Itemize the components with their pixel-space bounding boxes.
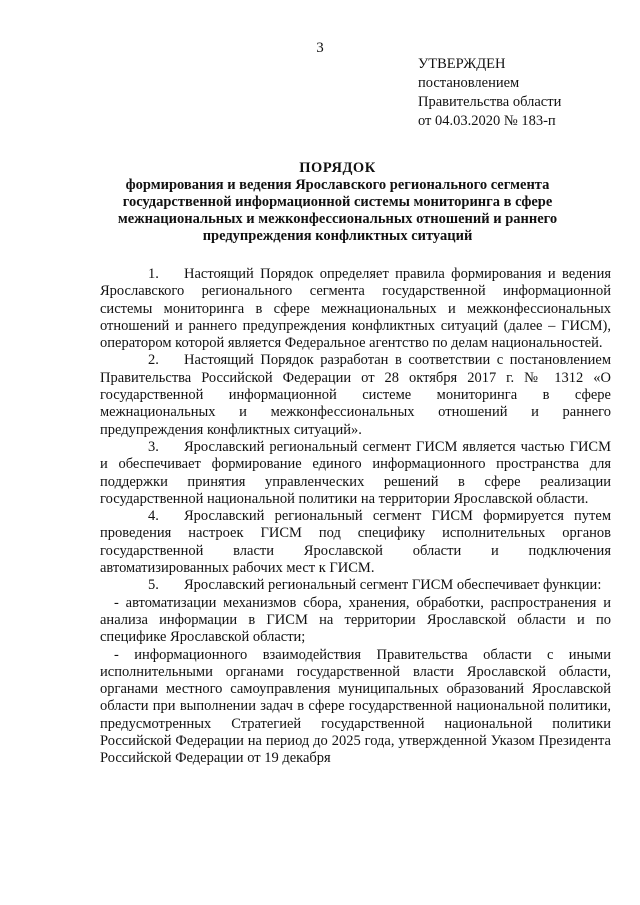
approval-line-1: УТВЕРЖДЕН — [418, 56, 506, 72]
paragraph-number: 4. — [148, 508, 159, 525]
approval-line-2: постановлением — [418, 75, 520, 91]
paragraph-text: Настоящий Порядок разработан в соответствии с постановлением Правительства Российской Федерации от 28 октября 2017 г. № 1312 «О государственной информационной системе мониторинга в сфере межнациональных и межконфессиональных отношений и раннего предупреждения конфликтных ситуаций». — [100, 352, 611, 438]
approval-block — [418, 55, 618, 131]
approval-line-3: Правительства области — [418, 94, 562, 110]
paragraph-1 — [100, 266, 611, 352]
paragraph-text: Ярославский региональный сегмент ГИСМ формируется путем проведения настроек ГИСМ под специфику исполнительных органов государственной власти Ярославской области и подключения автоматизированных рабочих мест к ГИСМ. — [100, 508, 611, 577]
bullet-item-1: - автоматизации механизмов сбора, хранения, обработки, распространения и анализа информации в ГИСМ на территории Ярославской области и по специфике Ярославской области; — [100, 594, 611, 646]
paragraph-number: 1. — [148, 266, 159, 282]
paragraph-text: Настоящий Порядок определяет правила формирования и ведения Ярославского регионального сегмента государственной информационной системы мониторинга в сфере межнациональных и межконфессиональных отношений и раннего предупреждения конфликтных ситуаций (далее – ГИСМ), оператором которой является Федеральное агентство по делам национальностей. — [100, 266, 611, 352]
page-number: 3 — [316, 40, 324, 56]
paragraph-number: 2. — [148, 352, 159, 369]
paragraph-text: Ярославский региональный сегмент ГИСМ обеспечивает функции: — [184, 577, 602, 594]
paragraph-text: Ярославский региональный сегмент ГИСМ является частью ГИСМ и обеспечивает формирование единого информационного пространства для поддержки принятия управленческих решений в сфере реализации государственной национальной политики на территории Ярославской области. — [100, 438, 611, 507]
document-title — [100, 160, 575, 245]
document-body — [100, 266, 611, 768]
title-heading: ПОРЯДОК — [299, 160, 376, 176]
paragraph-number: 3. — [148, 438, 159, 455]
approval-line-4: от 04.03.2020 № 183-п — [418, 113, 556, 129]
paragraph-3 — [100, 439, 611, 508]
title-subtitle: формирования и ведения Ярославского регионального сегмента государственной информационной системы мониторинга в сфере межнациональных и межконфессиональных отношений и раннего предупреждения конфликтных ситуаций — [117, 177, 558, 244]
bullet-item-2: - информационного взаимодействия Правительства области с иными исполнительными органами государственной власти Ярославской области, органами местного самоуправления муниципальных образований Ярославской области при выполнении задач в сфере государственной национальной политики, предусмотренных Стратегией государственной национальной политики Российской Федерации на период до 2025 года, утвержденной Указом Президента Российской Федерации от 19 декабря — [100, 646, 611, 767]
paragraph-number: 5. — [148, 577, 159, 594]
paragraph-5 — [100, 577, 611, 594]
paragraph-4 — [100, 508, 611, 577]
paragraph-2 — [100, 352, 611, 438]
